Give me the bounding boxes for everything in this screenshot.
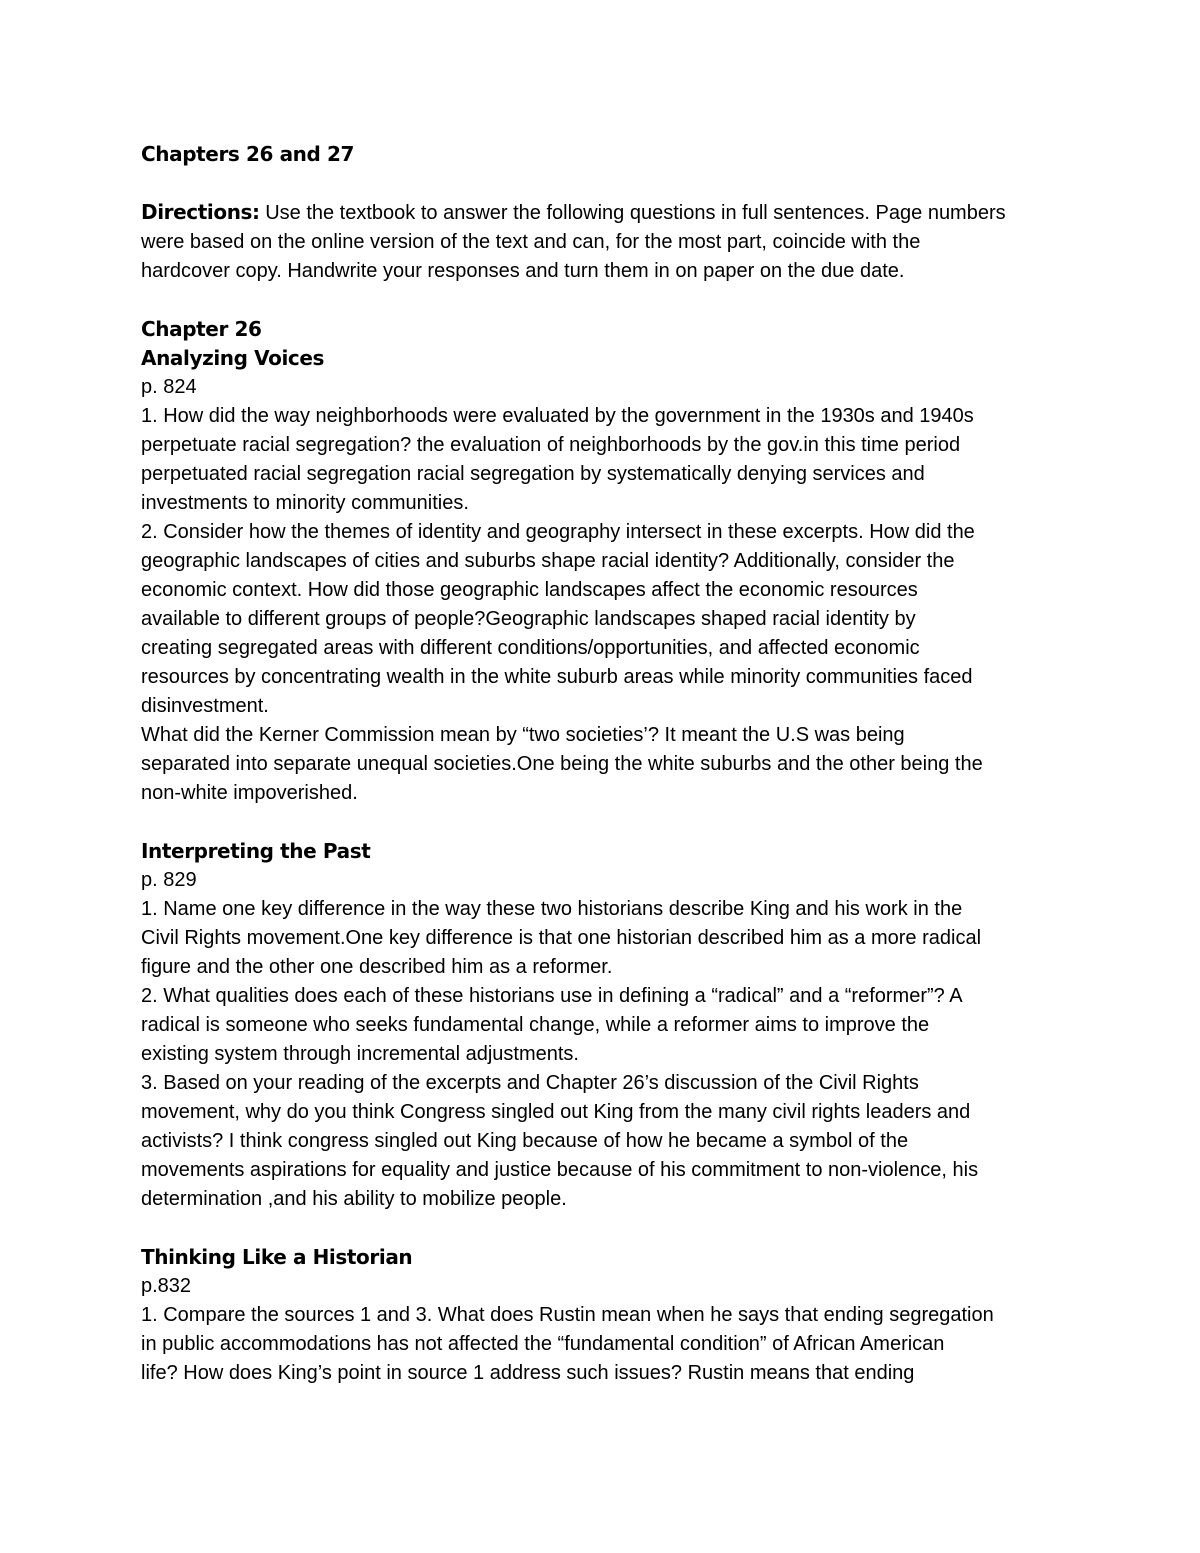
text-line: figure and the other one described him as a reformer. [141,956,613,978]
text-line: in public accommodations has not affected the “fundamental condition” of African American [141,1333,945,1355]
section-page-ref: p.832 [141,1275,192,1297]
text-line: 3. Based on your reading of the excerpts and Chapter 26’s discussion of the Civil Rights [141,1072,919,1094]
chapter-heading: Chapter 26 [141,317,262,341]
text-line: What did the Kerner Commission mean by “two societies’? It meant the U.S was being [141,724,905,746]
section-heading-thinking-like-a-historian: Thinking Like a Historian [141,1245,413,1269]
text-line: radical is someone who seeks fundamental change, while a reformer aims to improve the [141,1014,930,1036]
text-line: 2. What qualities does each of these historians use in defining a “radical” and a “reformer”? A [141,985,963,1007]
text-line: resources by concentrating wealth in the white suburb areas while minority communities faced [141,666,973,688]
text-line: available to different groups of people?Geographic landscapes shaped racial identity by [141,608,916,630]
spacer [141,1214,1071,1243]
text-line: 1. How did the way neighborhoods were evaluated by the government in the 1930s and 1940s [141,405,974,427]
text-line: creating segregated areas with different conditions/opportunities, and affected economic [141,637,920,659]
text-line: perpetuate racial segregation? the evaluation of neighborhoods by the gov.in this time period [141,434,961,456]
text-line: movement, why do you think Congress singled out King from the many civil rights leaders and [141,1101,971,1123]
text-line: activists? I think congress singled out King because of how he became a symbol of the [141,1130,909,1152]
text-line: determination ,and his ability to mobilize people. [141,1188,567,1210]
section-page-ref: p. 829 [141,869,197,891]
spacer [141,169,1071,198]
text-line: Civil Rights movement.One key difference is that one historian described him as a more radical [141,927,982,949]
text-line: investments to minority communities. [141,492,469,514]
text-line: economic context. How did those geographic landscapes affect the economic resources [141,579,918,601]
text-line: separated into separate unequal societies.One being the white suburbs and the other being the [141,753,983,775]
directions-line-2: were based on the online version of the text and can, for the most part, coincide with the [141,231,921,253]
text-line: geographic landscapes of cities and suburbs shape racial identity? Additionally, consider the [141,550,955,572]
directions-label: Directions: [141,200,260,224]
spacer [141,286,1071,315]
text-line: existing system through incremental adjustments. [141,1043,579,1065]
text-line: non-white impoverished. [141,782,358,804]
section-page-ref: p. 824 [141,376,197,398]
document-title: Chapters 26 and 27 [141,142,355,166]
directions-line-3: hardcover copy. Handwrite your responses and turn them in on paper on the due date. [141,260,905,282]
directions-text-1: Use the textbook to answer the following questions in full sentences. Page numbers [259,202,1006,224]
text-line: movements aspirations for equality and justice because of his commitment to non-violence, his [141,1159,979,1181]
section-heading-analyzing-voices: Analyzing Voices [141,346,325,370]
document-body [141,140,1071,1388]
section-heading-interpreting-the-past: Interpreting the Past [141,839,371,863]
text-line: perpetuated racial segregation racial segregation by systematically denying services and [141,463,925,485]
text-line: disinvestment. [141,695,269,717]
text-line: 2. Consider how the themes of identity and geography intersect in these excerpts. How did the [141,521,975,543]
text-line: life? How does King’s point in source 1 address such issues? Rustin means that ending [141,1362,915,1384]
spacer [141,808,1071,837]
text-line: 1. Name one key difference in the way these two historians describe King and his work in the [141,898,963,920]
directions-line-1 [141,198,1071,228]
text-line: 1. Compare the sources 1 and 3. What does Rustin mean when he says that ending segregation [141,1304,994,1326]
